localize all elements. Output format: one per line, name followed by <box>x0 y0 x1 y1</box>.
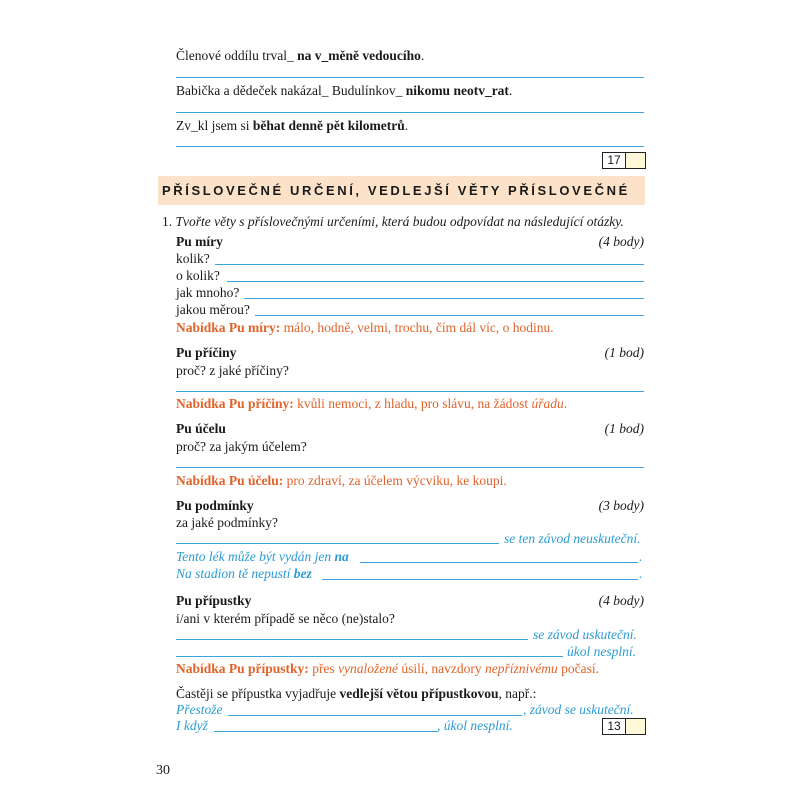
sentence-1: Členové oddílu trval_ na v_měně vedoucího. <box>176 48 425 63</box>
score-max: 17 <box>603 153 626 168</box>
heading-pu-pripustky: Pu přípustky <box>176 593 252 608</box>
score-entry[interactable] <box>626 719 645 734</box>
score-box-17 <box>602 152 646 169</box>
question: i/ani v kterém případě se něco (ne)stalo? <box>176 611 395 626</box>
answer-line[interactable] <box>176 77 644 78</box>
question: proč? z jaké příčiny? <box>176 363 289 378</box>
example-2-end: , úkol nesplní. <box>437 718 513 733</box>
points-ucelu: (1 bod) <box>604 421 644 436</box>
period: . <box>639 566 643 581</box>
score-box-13 <box>602 718 646 735</box>
pripustky-line1-end: se závod uskuteční. <box>533 627 637 642</box>
heading-pu-ucelu: Pu účelu <box>176 421 226 436</box>
points-podminky: (3 body) <box>598 498 644 513</box>
heading-pu-podminky: Pu podmínky <box>176 498 254 513</box>
offer-priciny: Nabídka Pu příčiny: kvůli nemoci, z hladu, pro slávu, na žádost úřadu. <box>176 396 568 411</box>
offer-pripustky: Nabídka Pu přípustky: přes vynaložené úsilí, navzdory nepříznivému počasí. <box>176 661 600 676</box>
answer-line[interactable] <box>176 543 499 544</box>
pripustky-line2-end: úkol nesplní. <box>567 644 636 659</box>
sentence-3: Zv_kl jsem si běhat denně pět kilometrů. <box>176 118 409 133</box>
podminky-line2-start: Tento lék může být vydán jen na <box>176 549 349 564</box>
closing-text: Častěji se přípustka vyjadřuje vedlejší větou přípustkovou, např.: <box>176 686 537 701</box>
answer-line[interactable] <box>176 467 644 468</box>
answer-line[interactable] <box>176 112 644 113</box>
offer-ucelu: Nabídka Pu účelu: pro zdraví, za účelem výcviku, ke koupi. <box>176 473 507 488</box>
answer-line[interactable] <box>214 731 438 732</box>
question: proč? za jakým účelem? <box>176 439 307 454</box>
sentence-2: Babička a dědeček nakázal_ Budulínkov_ nikomu neotv_rat. <box>176 83 513 98</box>
score-entry[interactable] <box>626 153 645 168</box>
question: jak mnoho? <box>176 285 240 300</box>
answer-line[interactable] <box>215 264 644 265</box>
answer-line[interactable] <box>228 715 522 716</box>
page-number: 30 <box>156 763 170 778</box>
task-instruction: 1. Tvořte věty s příslovečnými určeními, která budou odpovídat na následující otázky. <box>162 214 624 229</box>
heading-pu-priciny: Pu příčiny <box>176 345 237 360</box>
answer-line[interactable] <box>176 391 644 392</box>
question: o kolik? <box>176 268 220 283</box>
answer-line[interactable] <box>244 298 644 299</box>
question: jakou měrou? <box>176 302 250 317</box>
points-pripustky: (4 body) <box>598 593 644 608</box>
answer-line[interactable] <box>255 315 644 316</box>
podminky-line3-start: Na stadion tě nepustí bez <box>176 566 312 581</box>
example-2-start: I když <box>176 718 208 733</box>
points-miry: (4 body) <box>598 234 644 249</box>
period: . <box>639 549 643 564</box>
offer-miry: Nabídka Pu míry: málo, hodně, velmi, trochu, čím dál víc, o hodinu. <box>176 320 554 335</box>
example-1-start: Přestože <box>176 702 223 717</box>
heading-pu-miry: Pu míry <box>176 234 223 249</box>
points-priciny: (1 bod) <box>604 345 644 360</box>
answer-line[interactable] <box>176 146 644 147</box>
answer-line[interactable] <box>360 562 638 563</box>
answer-line[interactable] <box>176 656 563 657</box>
answer-line[interactable] <box>227 281 644 282</box>
example-1-end: , závod se uskuteční. <box>523 702 634 717</box>
question: za jaké podmínky? <box>176 515 278 530</box>
section-title: PŘÍSLOVEČNÉ URČENÍ, VEDLEJŠÍ VĚTY PŘÍSLOVEČNÉ <box>162 183 630 198</box>
answer-line[interactable] <box>322 579 638 580</box>
question: kolik? <box>176 251 210 266</box>
score-max: 13 <box>603 719 626 734</box>
answer-line[interactable] <box>176 639 528 640</box>
podminky-line1-end: se ten závod neuskuteční. <box>504 531 641 546</box>
